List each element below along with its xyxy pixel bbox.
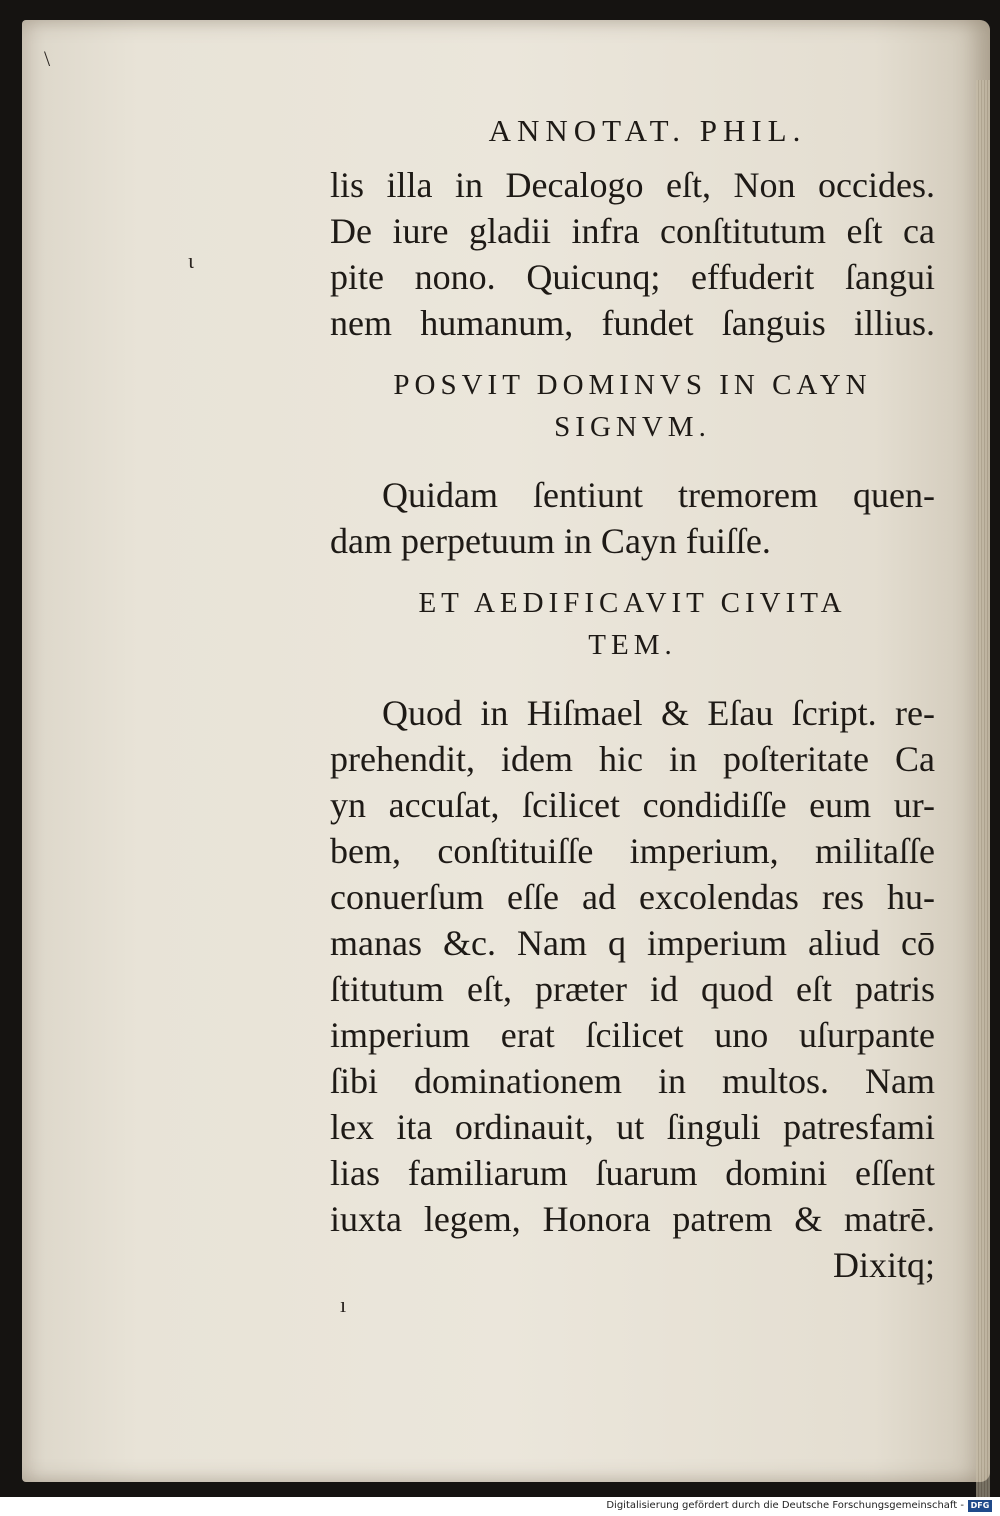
text-line: prehendit, idem hic in poſteritate Ca bbox=[330, 739, 935, 779]
catchword: Dixitq; bbox=[832, 1245, 935, 1285]
text-line: bem, conſtituiſſe imperium, militaſſe bbox=[330, 831, 935, 871]
running-head: ANNOTAT. PHIL. bbox=[488, 113, 807, 148]
section-heading: ET AEDIFICAVIT CIVITA bbox=[418, 587, 847, 619]
text-line: iuxta legem, Honora patrem & matrē. bbox=[330, 1199, 935, 1239]
text-line: conuerſum eſſe ad excolendas res hu- bbox=[330, 877, 935, 917]
text-line: manas &c. Nam q imperium aliud cō bbox=[330, 923, 935, 963]
top-lines bbox=[310, 162, 945, 346]
text-line: lias familiarum ſuarum domini eſſent bbox=[330, 1153, 935, 1193]
margin-mark: ι bbox=[188, 248, 194, 273]
section-heading: TEM. bbox=[588, 629, 677, 661]
funding-credit: Digitalisierung gefördert durch die Deutsche Forschungsgemeinschaft - bbox=[606, 1500, 964, 1511]
dfg-logo: DFG bbox=[968, 1500, 992, 1512]
margin-mark: \ bbox=[44, 46, 51, 71]
text-line: pite nono. Quicunq; effuderit ſangui bbox=[330, 257, 935, 297]
section-heading: POSVIT DOMINVS IN CAYN bbox=[393, 369, 872, 401]
text-line: dam perpetuum in Cayn fuiſſe. bbox=[330, 521, 771, 561]
margin-mark: ı bbox=[340, 1292, 347, 1317]
text-line: De iure gladii infra conſtitutum eſt ca bbox=[330, 211, 935, 251]
section-heading: SIGNVM. bbox=[554, 411, 711, 443]
text-block bbox=[310, 100, 945, 1288]
text-line: Quod in Hiſmael & Eſau ſcript. re- bbox=[382, 693, 935, 733]
text-line: lex ita ordinauit, ut ſinguli patresfami bbox=[330, 1107, 935, 1147]
text-line: yn accuſat, ſcilicet condidiſſe eum ur- bbox=[330, 785, 935, 825]
text-line: ſibi dominationem in multos. Nam bbox=[330, 1061, 935, 1101]
text-line: imperium erat ſcilicet uno uſurpante bbox=[330, 1015, 935, 1055]
text-line: ſtitutum eſt, præter id quod eſt patris bbox=[330, 969, 935, 1009]
text-line: lis illa in Decalogo eſt, Non occides. bbox=[330, 165, 935, 205]
paragraph bbox=[310, 690, 945, 1242]
text-line: nem humanum, fundet ſanguis illius. bbox=[330, 303, 935, 343]
text-line: Quidam ſentiunt tremorem quen- bbox=[382, 475, 935, 515]
page-edge bbox=[976, 80, 990, 1500]
